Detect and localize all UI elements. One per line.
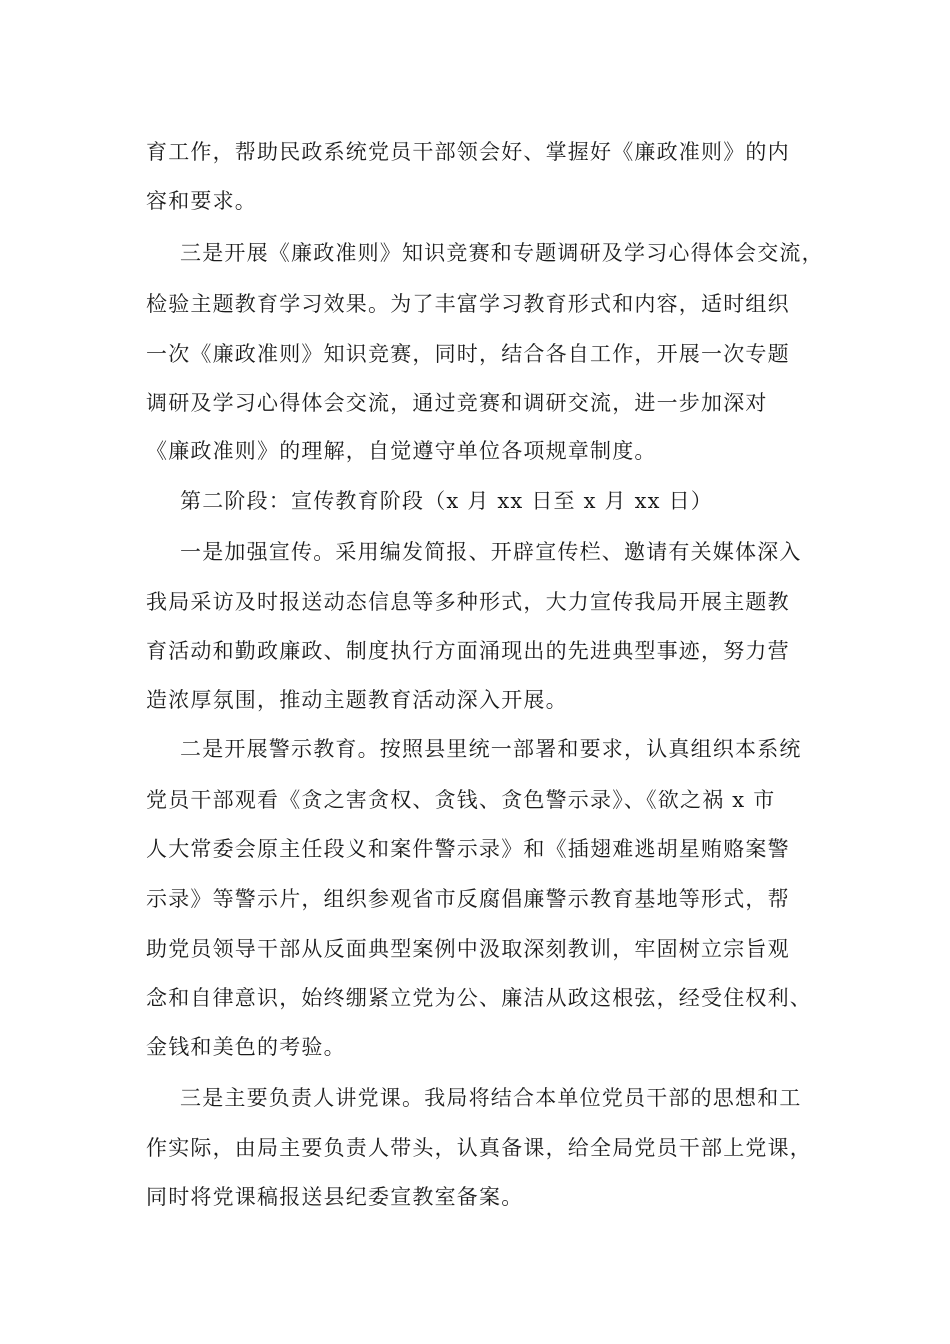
text-line: 党员干部观看《贪之害贪权、贪钱、贪色警示录》、《欲之祸 x 市 [146,788,776,812]
text-line: 我局采访及时报送动态信息等多种形式，大力宣传我局开展主题教 [146,590,790,614]
text-line: 念和自律意识，始终绷紧立党为公、廉洁从政这根弦，经受住权利、 [146,986,812,1010]
section-heading: 第二阶段：宣传教育阶段（x 月 xx 日至 x 月 xx 日） [180,489,713,513]
paragraph-start-line: 三是主要负责人讲党课。我局将结合本单位党员干部的思想和工 [180,1086,802,1110]
paragraph-start-line: 二是开展警示教育。按照县里统一部署和要求，认真组织本系统 [180,737,802,761]
text-line: 助党员领导干部从反面典型案例中汲取深刻教训，牢固树立宗旨观 [146,937,790,961]
paragraph-start-line: 一是加强宣传。采用编发简报、开辟宣传栏、邀请有关媒体深入 [180,540,802,564]
text-line: 《廉政准则》的理解，自觉遵守单位各项规章制度。 [146,439,657,463]
text-line: 育工作，帮助民政系统党员干部领会好、掌握好《廉政准则》的内 [146,140,790,164]
text-line: 人大常委会原主任段义和案件警示录》和《插翅难逃胡星贿赂案警 [146,837,790,861]
text-line: 作实际，由局主要负责人带头，认真备课，给全局党员干部上党课， [146,1136,812,1160]
text-line: 容和要求。 [146,189,257,213]
paragraph-start-line: 三是开展《廉政准则》知识竞赛和专题调研及学习心得体会交流， [180,241,824,265]
text-line: 同时将党课稿报送县纪委宣教室备案。 [146,1185,524,1209]
text-line: 造浓厚氛围，推动主题教育活动深入开展。 [146,688,568,712]
text-line: 调研及学习心得体会交流，通过竞赛和调研交流，进一步加深对 [146,391,768,415]
text-line: 一次《廉政准则》知识竞赛，同时，结合各自工作，开展一次专题 [146,342,790,366]
text-line: 育活动和勤政廉政、制度执行方面涌现出的先进典型事迹，努力营 [146,639,790,663]
text-line: 金钱和美色的考验。 [146,1035,346,1059]
text-line: 示录》等警示片，组织参观省市反腐倡廉警示教育基地等形式，帮 [146,887,790,911]
text-line: 检验主题教育学习效果。为了丰富学习教育形式和内容，适时组织 [146,292,790,316]
